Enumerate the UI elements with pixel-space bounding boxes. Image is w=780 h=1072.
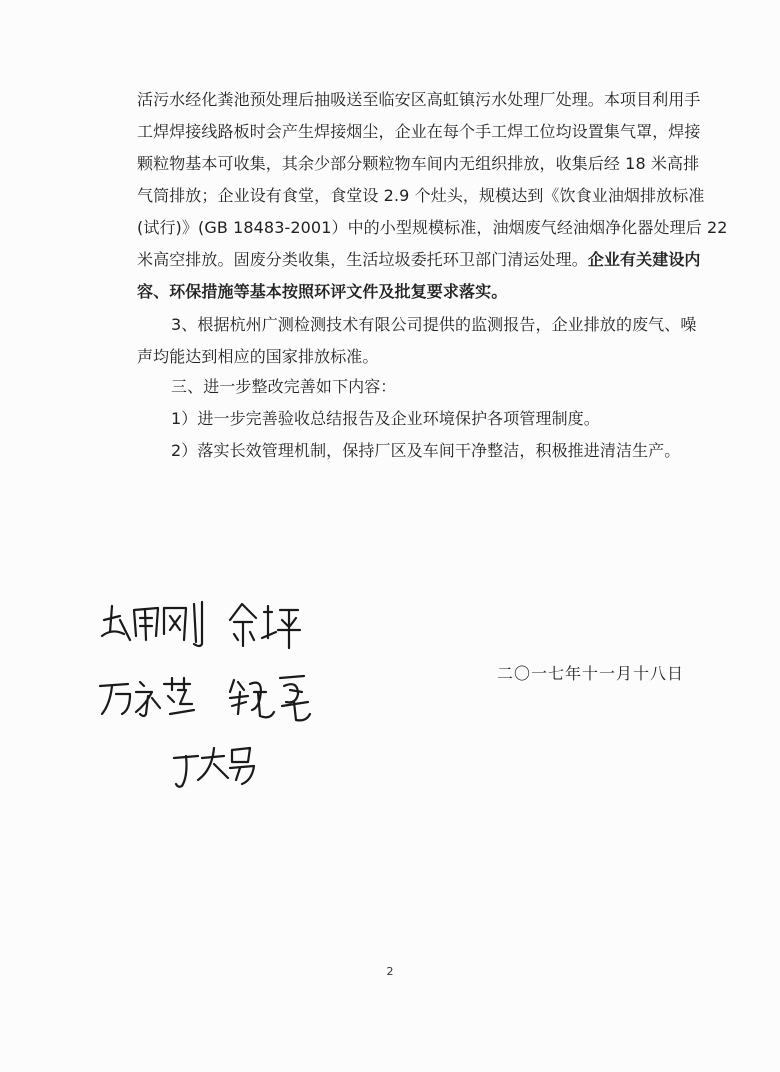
text-line: (试行)》(GB 18483-2001）中的小型规模标准，油烟废气经油烟净化器处理后 22 — [137, 218, 728, 237]
text-line: 气筒排放；企业设有食堂，食堂设 2.9 个灶头，规模达到《饮食业油烟排放标准 — [137, 186, 705, 205]
section-rectification — [137, 371, 681, 467]
page-number: 2 — [386, 965, 394, 978]
signature-zhao-yugang — [102, 602, 202, 646]
signature-wan-yonglian — [100, 678, 194, 716]
text-segment: 米高空排放。固废分类收集，生活垃圾委托环卫部门清运处理。 — [137, 250, 588, 269]
text-line-mixed — [137, 244, 701, 276]
text-line: 活污水经化粪池预处理后抽吸送至临安区高虹镇污水处理厂处理。本项目利用手 — [137, 90, 701, 109]
section-heading: 三、进一步整改完善如下内容： — [171, 377, 397, 396]
signature-wei-wei — [230, 676, 310, 720]
text-line: 颗粒物基本可收集，其余少部分颗粒物车间内无组织排放，收集后经 18 米高排 — [137, 154, 700, 173]
bold-text-line: 容、环保措施等基本按照环评文件及批复要求落实。 — [137, 282, 508, 301]
text-line: 声均能达到相应的国家排放标准。 — [137, 347, 379, 366]
list-item: 1）进一步完善验收总结报告及企业环境保护各项管理制度。 — [171, 409, 600, 428]
signature-yu-ping — [230, 604, 300, 648]
list-item: 2）落实长效管理机制，保持厂区及车间干净整洁，积极推进清洁生产。 — [171, 441, 681, 460]
document-date: 二〇一七年十一月十八日 — [497, 664, 685, 683]
bold-text-segment: 企业有关建设内 — [587, 250, 701, 269]
handwritten-signatures — [90, 580, 350, 800]
paragraph-environmental-measures — [137, 84, 728, 308]
signature-ding-dalin — [174, 748, 254, 787]
text-line: 3、根据杭州广测检测技术有限公司提供的监测报告，企业排放的废气、噪 — [171, 315, 697, 334]
paragraph-monitoring-report — [137, 309, 697, 373]
signature-drawing — [90, 580, 350, 800]
text-line: 工焊焊接线路板时会产生焊接烟尘，企业在每个手工焊工位均设置集气罩，焊接 — [137, 122, 701, 141]
